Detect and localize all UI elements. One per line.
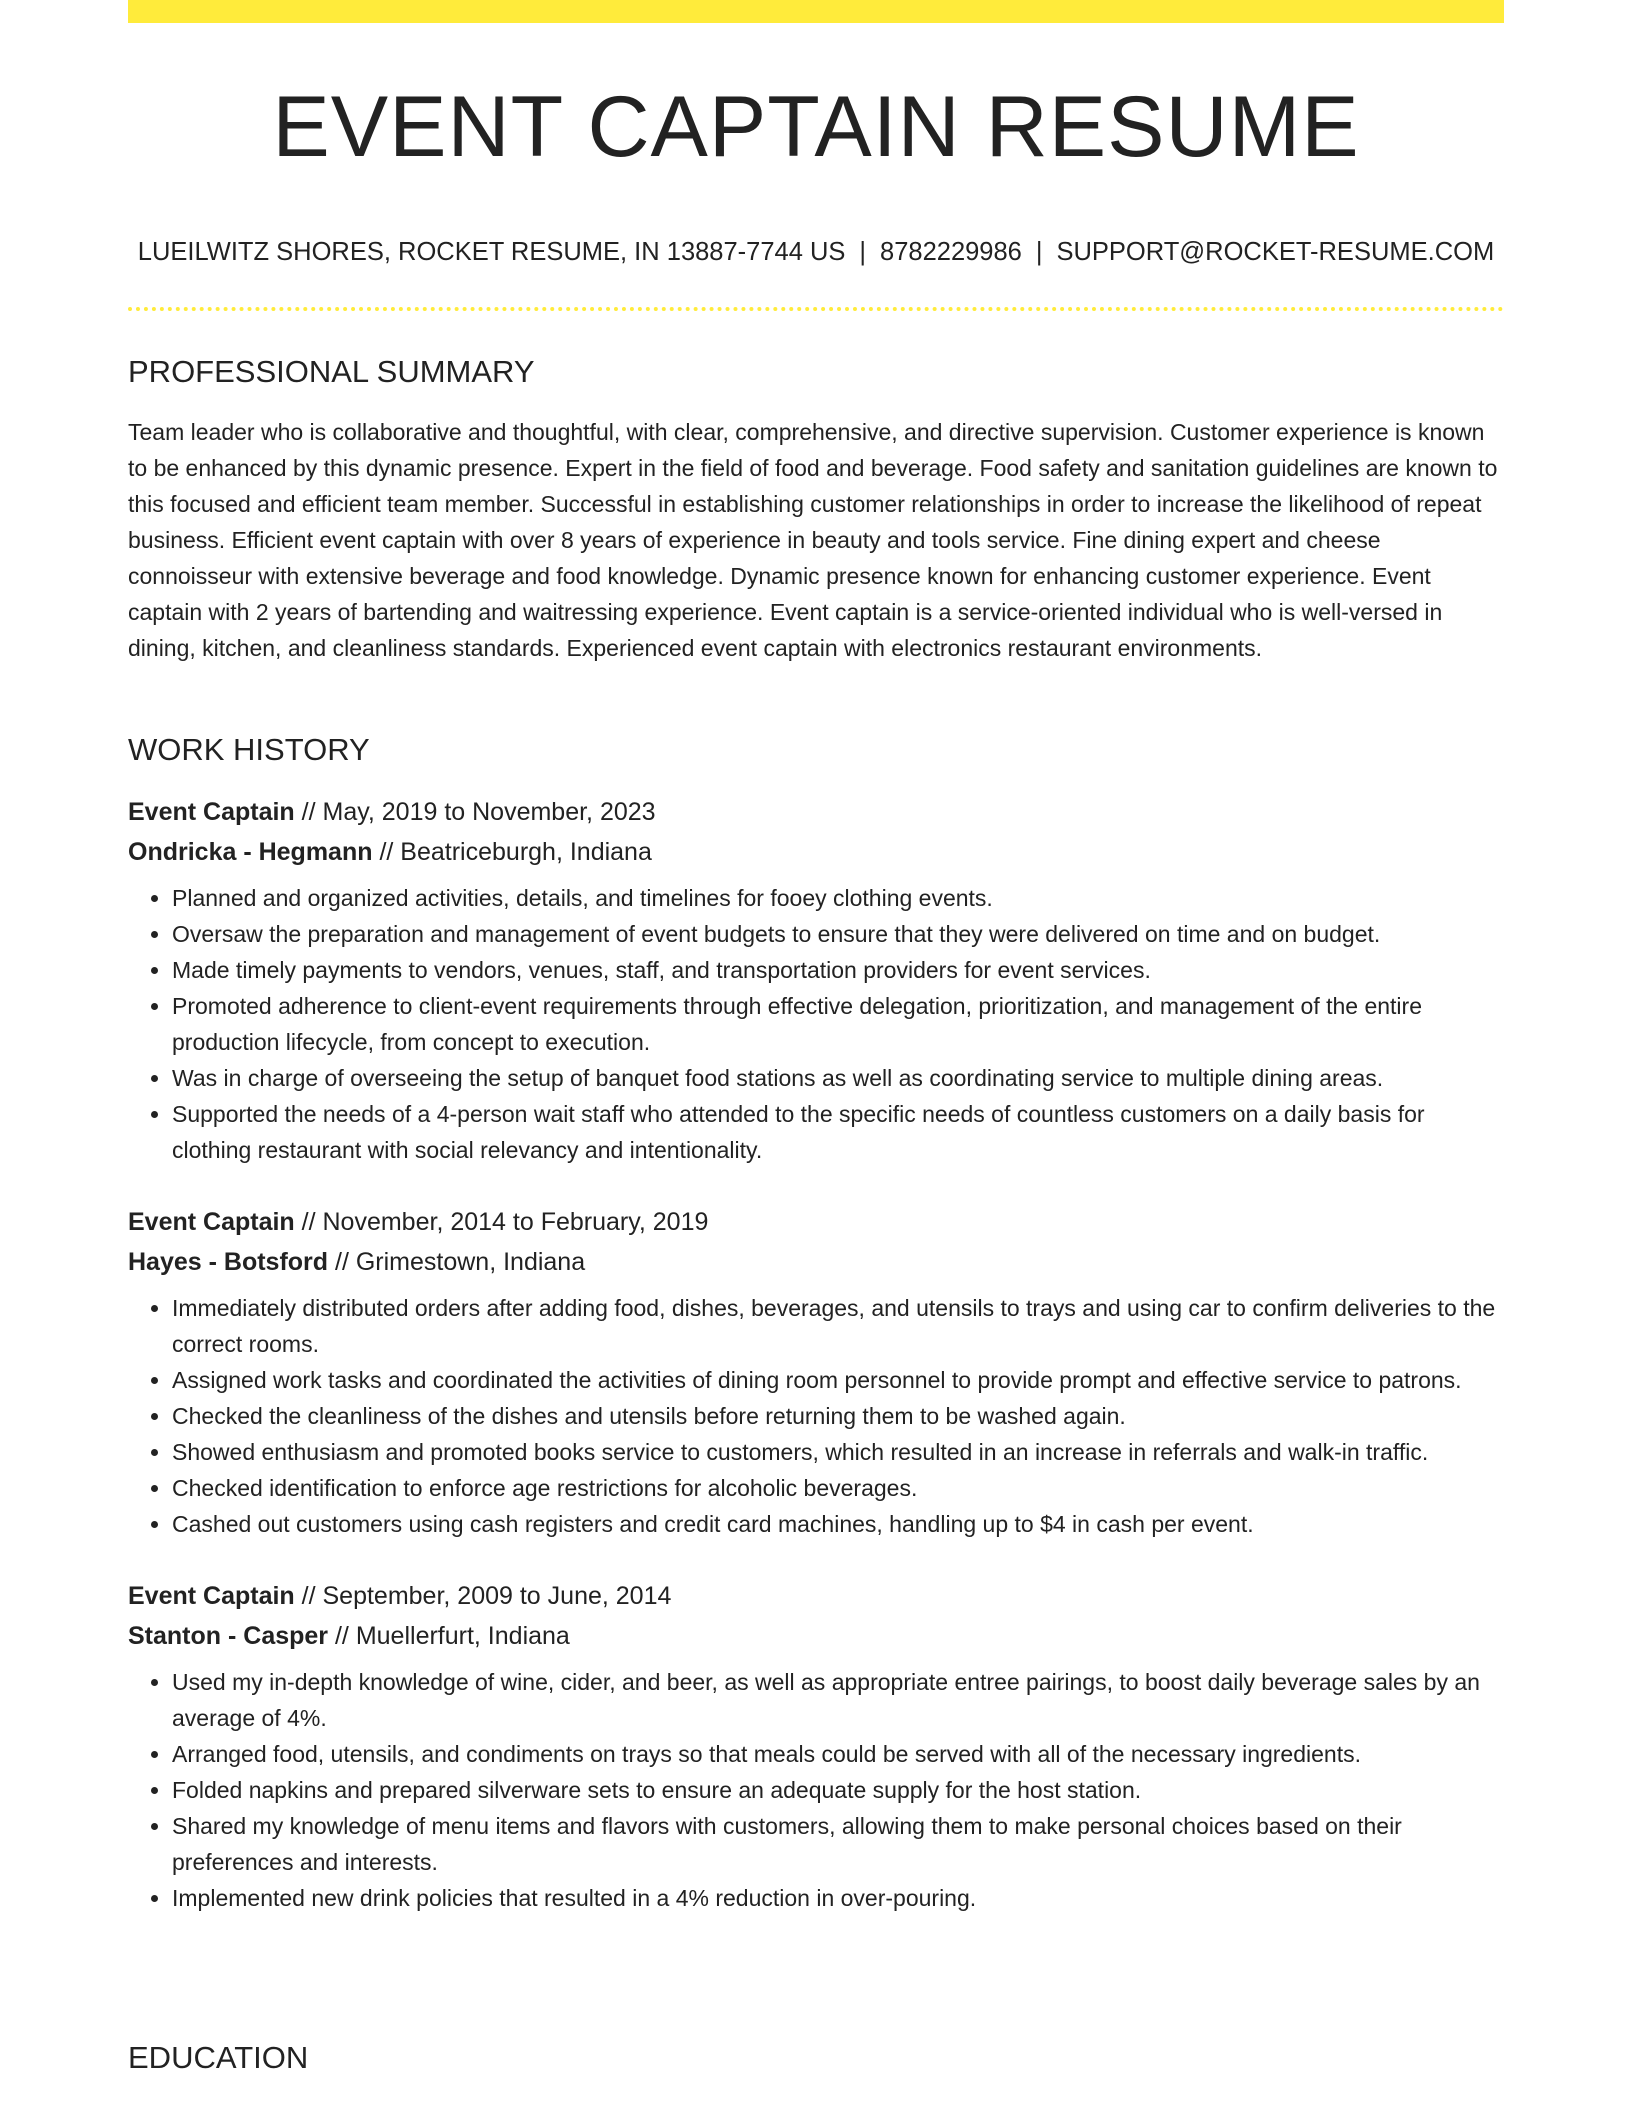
- job-bullets: [128, 1664, 1504, 1916]
- contact-address: LUEILWITZ SHORES, ROCKET RESUME, IN 13887-7744 US: [137, 238, 846, 266]
- section-heading: WORK HISTORY: [128, 732, 370, 767]
- bullet-item: • Cashed out customers using cash registers and credit card machines, handling up to $4 in cash per event.: [172, 1506, 1504, 1542]
- job-dates: May, 2019 to November, 2023: [322, 798, 656, 826]
- separator: //: [294, 798, 323, 826]
- summary-section: [128, 354, 1504, 666]
- contact-email: SUPPORT@ROCKET-RESUME.COM: [1056, 238, 1495, 266]
- bullet-item: • Promoted adherence to client-event requirements through effective delegation, prioritization, and management of the entire production lifecycle, from concept to execution.: [172, 988, 1504, 1060]
- job-location: Muellerfurt, Indiana: [355, 1622, 570, 1650]
- job-title-line: [128, 1202, 1504, 1242]
- summary-text: Team leader who is collaborative and thoughtful, with clear, comprehensive, and directive supervision. Customer experience is known to be enhanced by this dynamic presence. Expert in the field of food and beverage. Food safety and sanitation guidelines are known to this focused and efficient team member. Successful in establishing customer relationships in order to increase the likelihood of repeat business. Efficient event captain with over 8 years of experience in beauty and tools service. Fine dining expert and cheese connoisseur with extensive beverage and food knowledge. Dynamic presence known for enhancing customer experience. Event captain with 2 years of bartending and waitressing experience. Event captain is a service-oriented individual who is well-versed in dining, kitchen, and cleanliness standards. Experienced event captain with electronics restaurant environments.: [128, 419, 1498, 661]
- separator: //: [328, 1248, 356, 1276]
- bullet-item: • Made timely payments to vendors, venues, staff, and transportation providers for event services.: [172, 952, 1504, 988]
- contact-line: [128, 238, 1504, 267]
- bullet-item: • Showed enthusiasm and promoted books service to customers, which resulted in an increase in referrals and walk-in traffic.: [172, 1434, 1504, 1470]
- job-company-line: [128, 832, 1504, 872]
- job-dates: November, 2014 to February, 2019: [322, 1208, 709, 1236]
- job-title-line: [128, 792, 1504, 832]
- contact-separator: |: [1035, 238, 1043, 266]
- bullet-item: • Implemented new drink policies that resulted in a 4% reduction in over-pouring.: [172, 1880, 1504, 1916]
- dotted-divider: [128, 307, 1504, 311]
- bullet-item: • Folded napkins and prepared silverware sets to ensure an adequate supply for the host station.: [172, 1772, 1504, 1808]
- job-bullets: [128, 1290, 1504, 1542]
- job-title: Event Captain: [128, 1208, 295, 1236]
- separator: //: [294, 1582, 323, 1610]
- contact-separator: |: [859, 238, 867, 266]
- job-title: Event Captain: [128, 798, 295, 826]
- bullet-item: • Was in charge of overseeing the setup of banquet food stations as well as coordinating service to multiple dining areas.: [172, 1060, 1504, 1096]
- bullet-item: • Supported the needs of a 4-person wait staff who attended to the specific needs of countless customers on a daily basis for clothing restaurant with social relevancy and intentionality.: [172, 1096, 1504, 1168]
- job-entry: [128, 1202, 1504, 1542]
- resume-title: EVENT CAPTAIN RESUME: [272, 79, 1360, 175]
- job-title-line: [128, 1576, 1504, 1616]
- job-location: Grimestown, Indiana: [355, 1248, 586, 1276]
- education-section: [128, 2040, 1504, 2076]
- job-title: Event Captain: [128, 1582, 295, 1610]
- bullet-item: • Arranged food, utensils, and condiments on trays so that meals could be served with all of the necessary ingredients.: [172, 1736, 1504, 1772]
- job-company: Ondricka - Hegmann: [128, 838, 373, 866]
- separator: //: [328, 1622, 356, 1650]
- separator: //: [372, 838, 401, 866]
- bullet-item: • Checked the cleanliness of the dishes and utensils before returning them to be washed again.: [172, 1398, 1504, 1434]
- accent-bar: [128, 0, 1504, 23]
- job-dates: September, 2009 to June, 2014: [322, 1582, 672, 1610]
- section-heading: EDUCATION: [128, 2040, 309, 2075]
- job-company: Stanton - Casper: [128, 1622, 329, 1650]
- job-company-line: [128, 1616, 1504, 1656]
- bullet-item: • Checked identification to enforce age restrictions for alcoholic beverages.: [172, 1470, 1504, 1506]
- bullet-item: • Immediately distributed orders after adding food, dishes, beverages, and utensils to trays and using car to confirm deliveries to the correct rooms.: [172, 1290, 1504, 1362]
- job-entry: [128, 1576, 1504, 1916]
- contact-phone: 8782229986: [880, 238, 1022, 266]
- job-entry: [128, 792, 1504, 1168]
- job-bullets: [128, 880, 1504, 1168]
- bullet-item: • Oversaw the preparation and management of event budgets to ensure that they were delivered on time and on budget.: [172, 916, 1504, 952]
- job-company-line: [128, 1242, 1504, 1282]
- work-history-section: [128, 732, 1504, 1916]
- bullet-item: • Used my in-depth knowledge of wine, cider, and beer, as well as appropriate entree pairings, to boost daily beverage sales by an average of 4%.: [172, 1664, 1504, 1736]
- job-company: Hayes - Botsford: [128, 1248, 329, 1276]
- bullet-item: • Planned and organized activities, details, and timelines for fooey clothing events.: [172, 880, 1504, 916]
- section-heading: PROFESSIONAL SUMMARY: [128, 354, 535, 389]
- bullet-item: • Shared my knowledge of menu items and flavors with customers, allowing them to make personal choices based on their preferences and interests.: [172, 1808, 1504, 1880]
- bullet-item: • Assigned work tasks and coordinated the activities of dining room personnel to provide prompt and effective service to patrons.: [172, 1362, 1504, 1398]
- job-location: Beatriceburgh, Indiana: [400, 838, 652, 866]
- separator: //: [294, 1208, 323, 1236]
